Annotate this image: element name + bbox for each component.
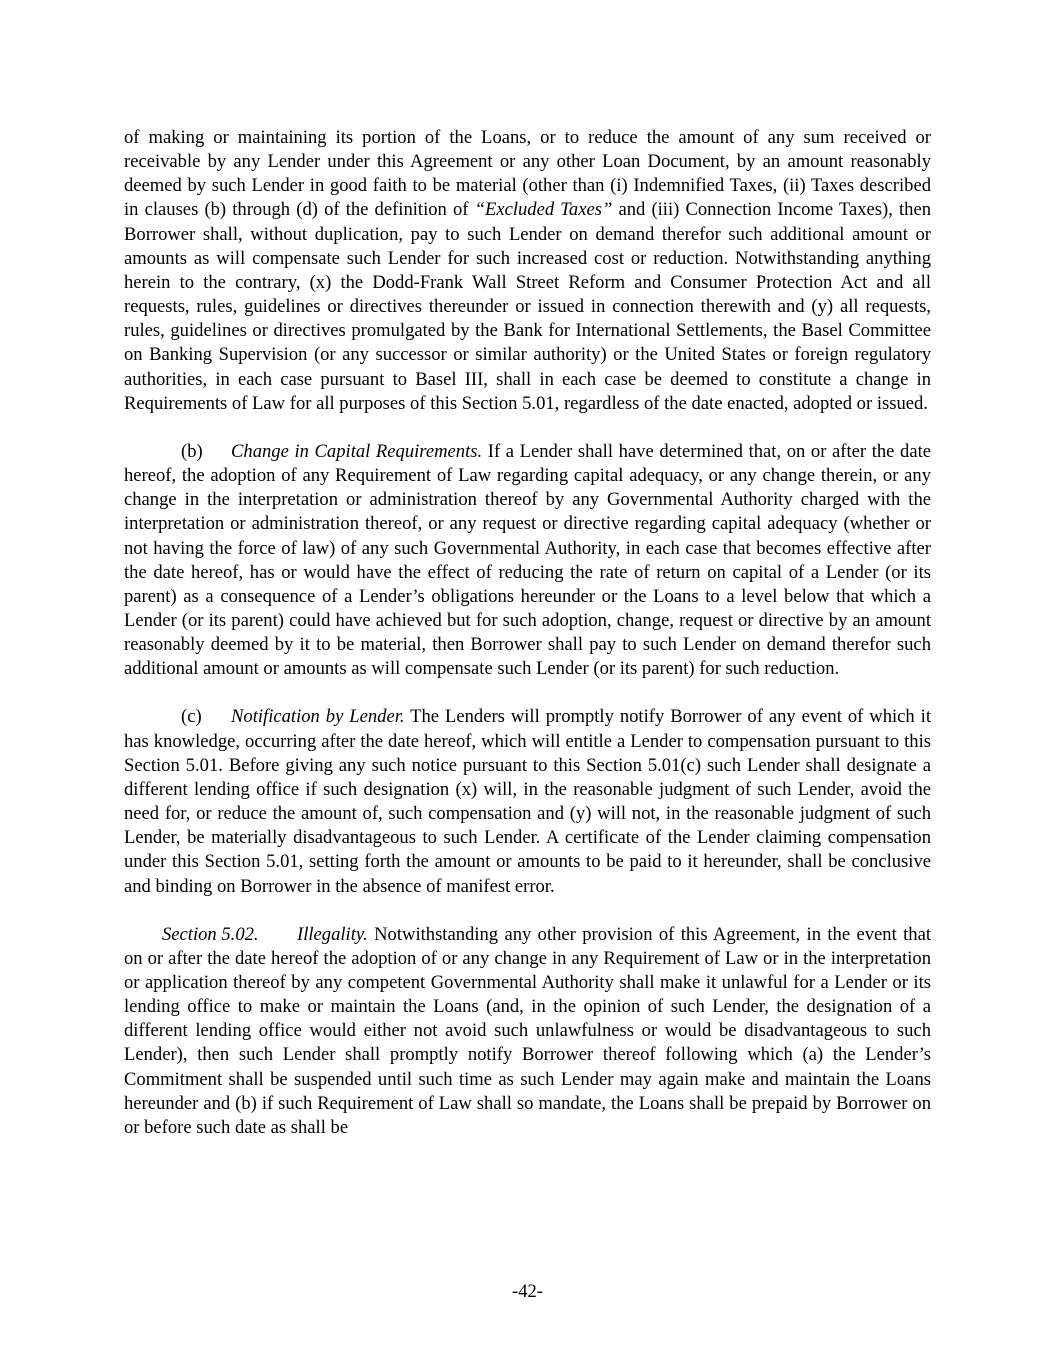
- defined-term-excluded-taxes: “Excluded Taxes”: [474, 199, 613, 221]
- clause-label-c: (c): [181, 706, 202, 728]
- paragraph-text: and (iii) Connection Income Taxes), then Borrower shall, without duplication, pay to such Lender on demand therefor such additional amount or amounts as will compensate such Lender for such increased cost or reduction. Notwithstanding anything herein to the contrary, (x) the Dodd-Frank Wall Street Reform and Consumer Protection Act and all requests, rules, guidelines or directives thereunder or issued in connection therewith and (y) all requests, rules, guidelines or directives promulgated by the Bank for International Settlements, the Basel Committee on Banking Supervision (or any successor or similar authority) or the United States or foreign regulatory authorities, in each case pursuant to Basel III, shall in each case be deemed to constitute a change in Requirements of Law for all purposes of this Section 5.01, regardless of the date enacted, adopted or issued.: [124, 199, 931, 414]
- document-body: [124, 126, 931, 1140]
- paragraph-section-5-02-illegality: [124, 923, 931, 1140]
- paragraph-text: The Lenders will promptly notify Borrower of any event of which it has knowledge, occurring after the date hereof, which will entitle a Lender to compensation pursuant to this Section 5.01. Before giving any such notice pursuant to this Section 5.01(c) such Lender shall designate a different lending office if such designation (x) will, in the reasonable judgment of such Lender, avoid the need for, or reduce the amount of, such compensation and (y) will not, in the reasonable judgment of such Lender, be materially disadvantageous to such Lender. A certificate of the Lender claiming compensation under this Section 5.01, setting forth the amount or amounts to be paid to it hereunder, shall be conclusive and binding on Borrower in the absence of manifest error.: [124, 706, 931, 897]
- clause-heading: Notification by Lender.: [231, 706, 405, 728]
- page-number: -42-: [512, 1281, 543, 1302]
- paragraph-text: If a Lender shall have determined that, on or after the date hereof, the adoption of any Requirement of Law regarding capital adequacy, or any change therein, or any change in the interpretation or administration thereof by any Governmental Authority charged with the interpretation or administration thereof, or any request or directive regarding capital adequacy (whether or not having the force of law) of any such Governmental Authority, in each case that becomes effective after the date hereof, has or would have the effect of reducing the rate of return on capital of a Lender (or its parent) as a consequence of a Lender’s obligations hereunder or the Loans to a level below that which a Lender (or its parent) could have achieved but for such adoption, change, request or directive by an amount reasonably deemed by it to be material, then Borrower shall pay to such Lender on demand therefor such additional amount or amounts as will compensate such Lender (or its parent) for such reduction.: [124, 440, 931, 680]
- paragraph-continuation: [124, 126, 931, 416]
- clause-label-b: (b): [181, 440, 203, 462]
- paragraph-text: Notwithstanding any other provision of this Agreement, in the event that on or after the date hereof the adoption of or any change in any Requirement of Law or in the interpretation or application thereof by any competent Governmental Authority shall make it unlawful for a Lender or its lending office to make or maintain the Loans (and, in the opinion of such Lender, the designation of a different lending office would either not avoid such unlawfulness or would be disadvantageous to such Lender), then such Lender shall promptly notify Borrower thereof following which (a) the Lender’s Commitment shall be suspended until such time as such Lender may again make and maintain the Loans hereunder and (b) if such Requirement of Law shall so mandate, the Loans shall be prepaid by Borrower on or before such date as shall be: [124, 923, 931, 1138]
- paragraph-notification-by-lender: [124, 705, 931, 898]
- clause-heading: Change in Capital Requirements.: [231, 440, 483, 462]
- section-heading: Illegality.: [297, 923, 368, 945]
- section-number: Section 5.02.: [162, 923, 259, 945]
- paragraph-change-in-capital-requirements: [124, 440, 931, 682]
- paragraph-text: of making or maintaining its portion of the Loans, or to reduce the amount of any sum received or receivable by any Lender under this Agreement or any other Loan Document, by an amount reasonably deemed by such Lender in good faith to be material (other than (i) Indemnified Taxes, (ii) Taxes described in clauses (b) through (d) of the definition of: [124, 127, 931, 221]
